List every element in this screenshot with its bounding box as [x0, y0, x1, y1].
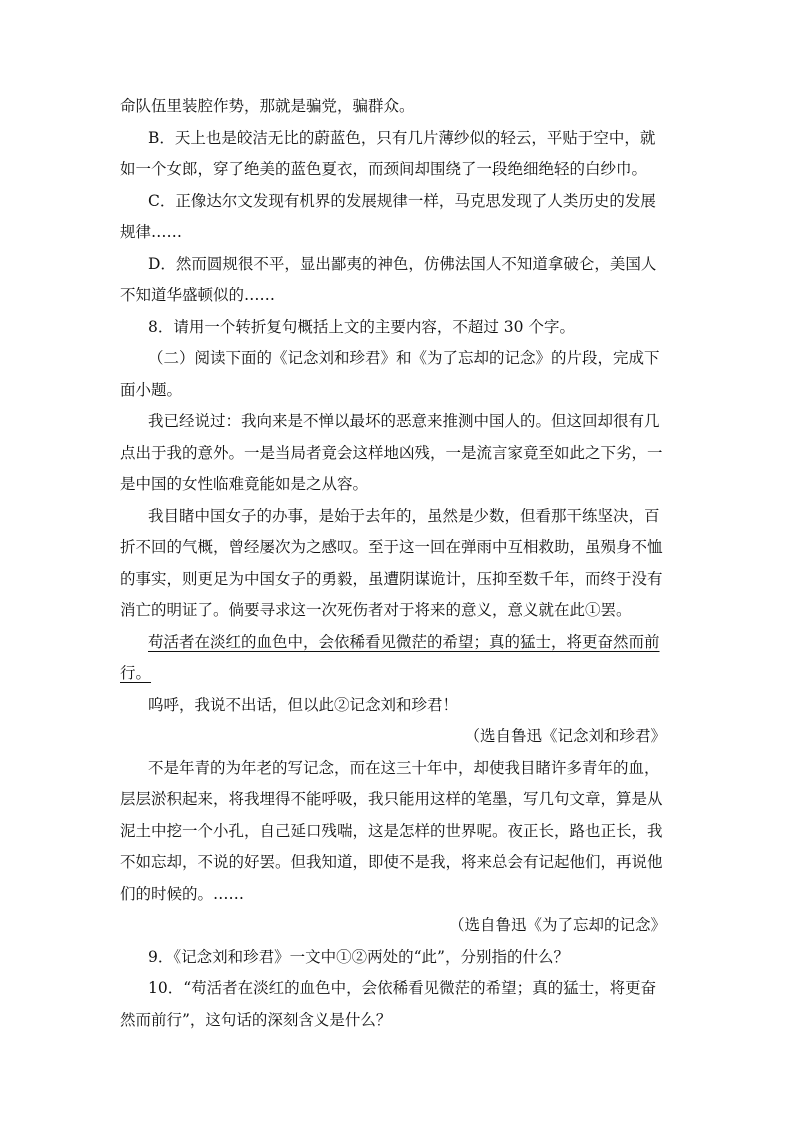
passage-1-para-2-line-4: 消亡的明证了。倘要寻求这一次死伤者对于将来的意义，意义就在此①罢。 — [120, 601, 632, 619]
passage-1-closing: 呜呼，我说不出话，但以此②记念刘和珍君！ — [148, 696, 459, 714]
option-c-line-2: 规律…… — [120, 223, 183, 241]
question-10-line-1: 10．“苟活者在淡红的血色中，会依稀看见微茫的希望；真的猛士，将更奋 — [148, 979, 657, 997]
passage-1-para-2-line-1: 我目睹中国女子的办事，是始于去年的，虽然是少数，但看那干练坚决，百 — [148, 507, 660, 525]
option-d-line-2: 不知道华盛顿似的…… — [120, 286, 276, 304]
passage-2-line-1: 不是年青的为年老的写记念，而在这三十年中，却使我目睹许多青年的血， — [148, 759, 660, 777]
passage-2-line-5: 们的时候的。…… — [120, 885, 245, 903]
question-9: 9．《记念刘和珍君》一文中①②两处的“此”，分别指的什么？ — [148, 948, 569, 966]
option-c-line-1: C．正像达尔文发现有机界的发展规律一样，马克思发现了人类历史的发展 — [148, 192, 656, 210]
underlined-sentence-line-2: 行。 — [120, 664, 152, 682]
section-2-heading-line-2: 面小题。 — [120, 381, 183, 399]
underlined-sentence-line-1: 苟活者在淡红的血色中，会依稀看见微茫的希望；真的猛士，将更奋然而前 — [148, 633, 660, 651]
passage-1-para-2-line-3: 的事实，则更足为中国女子的勇毅，虽遭阴谋诡计，压抑至数千年，而终于没有 — [120, 570, 663, 588]
option-a-continuation: 命队伍里装腔作势，那就是骗党，骗群众。 — [120, 97, 415, 115]
passage-2-line-3: 泥土中挖一个小孔，自己延口残喘，这是怎样的世界呢。夜正长，路也正长，我 — [120, 822, 663, 840]
option-d-line-1: D．然而圆规很不平，显出鄙夷的神色，仿佛法国人不知道拿破仑，美国人 — [148, 255, 657, 273]
question-10-line-2: 然而前行”，这句话的深刻含义是什么？ — [120, 1011, 392, 1029]
passage-2-line-4: 不如忘却，不说的好罢。但我知道，即使不是我，将来总会有记起他们，再说他 — [120, 853, 663, 871]
question-8: 8．请用一个转折复句概括上文的主要内容，不超过 30 个字。 — [148, 318, 575, 336]
source-2: （选自鲁迅《为了忘却的记念》 — [448, 916, 666, 934]
section-2-heading-line-1: （二）阅读下面的《记念刘和珍君》和《为了忘却的记念》的片段，完成下 — [148, 349, 660, 367]
source-1: （选自鲁迅《记念刘和珍君》 — [464, 727, 666, 745]
option-b-line-2: 如一个女郎，穿了绝美的蓝色夏衣，而颈间却围绕了一段绝细绝轻的白纱巾。 — [120, 160, 648, 178]
passage-1-para-1-line-1: 我已经说过：我向来是不惮以最坏的恶意来推测中国人的。但这回却很有几 — [148, 412, 660, 430]
passage-2-line-2: 层层淤积起来，将我埋得不能呼吸，我只能用这样的笔墨，写几句文章，算是从 — [120, 790, 663, 808]
passage-1-para-1-line-3: 是中国的女性临难竟能如是之从容。 — [120, 475, 369, 493]
passage-1-para-2-line-2: 折不回的气概，曾经屡次为之感叹。至于这一回在弹雨中互相救助，虽殒身不恤 — [120, 538, 663, 556]
option-b-line-1: B．天上也是皎洁无比的蔚蓝色，只有几片薄纱似的轻云，平贴于空中，就 — [148, 129, 656, 147]
passage-1-para-1-line-2: 点出于我的意外。一是当局者竟会这样地凶残，一是流言家竟至如此之下劣，一 — [120, 444, 663, 462]
